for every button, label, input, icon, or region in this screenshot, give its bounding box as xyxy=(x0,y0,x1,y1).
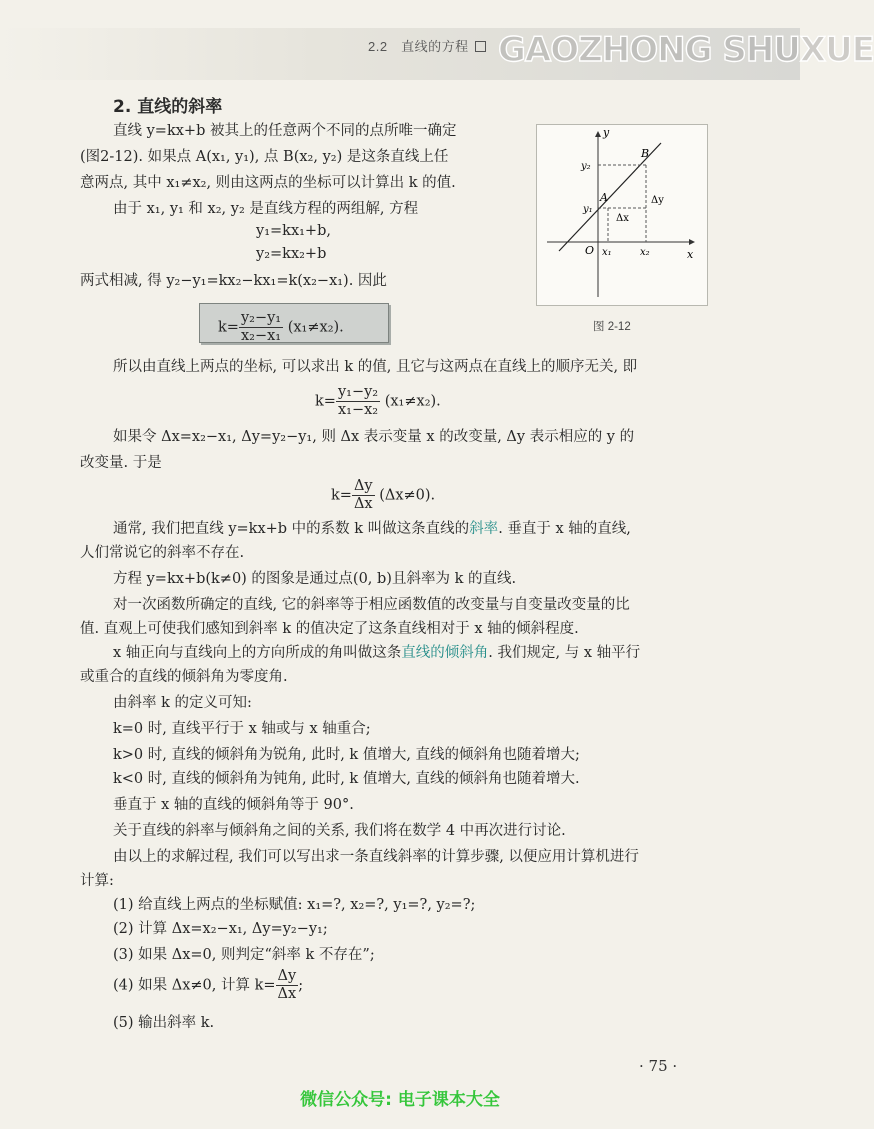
eq4-k: k= xyxy=(331,487,352,504)
label-x1: x₁ xyxy=(602,247,612,258)
para-9-line-2: 或重合的直线的倾斜角为零度角. xyxy=(80,669,288,685)
para-6-line-2: 人们常说它的斜率不存在. xyxy=(80,545,245,561)
header-square-icon xyxy=(475,41,486,52)
watermark-text: 微信公众号: 电子课本大全 xyxy=(300,1090,500,1110)
running-header-label: 2.2 直线的方程 xyxy=(368,39,469,54)
term-inclination-angle: 直线的倾斜角 xyxy=(401,645,489,661)
para-8-line-1: 对一次函数所确定的直线, 它的斜率等于相应函数值的改变量与自变量改变量的比 xyxy=(113,597,630,613)
boxed-formula-denominator: x₂−x₁ xyxy=(240,328,282,344)
para-16-line-2: 计算: xyxy=(80,873,114,889)
eq3-condition: (x₁≠x₂). xyxy=(384,393,441,410)
eq4-condition: (Δx≠0). xyxy=(379,487,436,504)
para-1-line-2: (图2-12). 如果点 A(x₁, y₁), 点 B(x₂, y₂) 是这条直线上任 xyxy=(80,149,449,165)
eq4-denominator: Δx xyxy=(353,496,373,512)
step-4 xyxy=(113,968,303,1003)
step-4-numerator: Δy xyxy=(277,968,297,984)
x-axis-arrow-icon xyxy=(689,239,695,245)
label-point-b: B xyxy=(641,147,650,160)
figure-2-12 xyxy=(536,124,708,306)
para-6-line-1 xyxy=(113,516,631,542)
para-8-line-2: 值. 直观上可使我们感知到斜率 k 的值决定了这条直线相对于 x 轴的倾斜程度. xyxy=(80,621,579,637)
boxed-formula-fraction xyxy=(239,310,283,345)
eq4-numerator: Δy xyxy=(353,478,373,494)
boxed-formula xyxy=(218,310,344,345)
label-y2: y₂ xyxy=(581,161,591,172)
para-9-text-a: x 轴正向与直线向上的方向所成的角叫做这条 xyxy=(113,645,402,661)
para-12: k>0 时, 直线的倾斜角为锐角, 此时, k 值增大, 直线的倾斜角也随着增大; xyxy=(113,747,580,763)
header-wordmark: GAOZHONG SHUXUE xyxy=(498,30,874,70)
eq3-fraction xyxy=(336,384,380,419)
step-1: (1) 给直线上两点的坐标赋值: x₁=?, x₂=?, y₁=?, y₂=?; xyxy=(113,897,476,913)
figure-line-diagram xyxy=(537,125,707,305)
step-2: (2) 计算 Δx=x₂−x₁, Δy=y₂−y₁; xyxy=(113,921,328,937)
para-15: 关于直线的斜率与倾斜角之间的关系, 我们将在数学 4 中再次进行讨论. xyxy=(113,823,566,839)
page-number: · 75 · xyxy=(639,1057,678,1075)
boxed-formula-condition: (x₁≠x₂). xyxy=(287,319,344,336)
eq4-fraction xyxy=(352,478,375,513)
para-5-line-1: 如果令 Δx=x₂−x₁, Δy=y₂−y₁, 则 Δx 表示变量 x 的改变量, Δy 表示相应的 y 的 xyxy=(113,429,635,445)
equation-3 xyxy=(315,384,441,419)
para-10: 由斜率 k 的定义可知: xyxy=(113,695,252,711)
label-point-a: A xyxy=(600,191,608,204)
boxed-formula-k: k= xyxy=(218,319,239,336)
step-4-denominator: Δx xyxy=(277,986,297,1002)
para-6-text-a: 通常, 我们把直线 y=kx+b 中的系数 k 叫做这条直线的 xyxy=(113,521,470,537)
para-7: 方程 y=kx+b(k≠0) 的图象是通过点(0, b)且斜率为 k 的直线. xyxy=(113,571,517,587)
para-9-text-b: . 我们规定, 与 x 轴平行 xyxy=(488,645,641,661)
label-origin: O xyxy=(585,244,595,257)
para-11: k=0 时, 直线平行于 x 轴或与 x 轴重合; xyxy=(113,721,371,737)
para-14: 垂直于 x 轴的直线的倾斜角等于 90°. xyxy=(113,797,354,813)
equation-2: y₂=kx₂+b xyxy=(256,246,327,262)
step-3: (3) 如果 Δx=0, 则判定“斜率 k 不存在”; xyxy=(113,947,375,963)
para-13: k<0 时, 直线的倾斜角为钝角, 此时, k 值增大, 直线的倾斜角也随着增大. xyxy=(113,771,580,787)
para-1-line-3: 意两点, 其中 x₁≠x₂, 则由这两点的坐标可以计算出 k 的值. xyxy=(80,175,456,191)
highlighted-formula-box xyxy=(199,303,389,343)
step-4-end: ; xyxy=(298,977,304,994)
step-4-fraction xyxy=(276,968,299,1003)
step-5: (5) 输出斜率 k. xyxy=(113,1015,215,1031)
eq3-denominator: x₁−x₂ xyxy=(337,402,379,418)
para-3: 两式相减, 得 y₂−y₁=kx₂−kx₁=k(x₂−x₁). 因此 xyxy=(80,273,387,289)
equation-4 xyxy=(331,478,435,513)
para-1-line-1: 直线 y=kx+b 被其上的任意两个不同的点所唯一确定 xyxy=(113,123,457,139)
para-5-line-2: 改变量. 于是 xyxy=(80,455,162,471)
label-x2: x₂ xyxy=(640,247,650,258)
running-header xyxy=(368,36,486,55)
label-delta-x: Δx xyxy=(616,213,629,224)
para-16-line-1: 由以上的求解过程, 我们可以写出求一条直线斜率的计算步骤, 以便应用计算机进行 xyxy=(113,849,639,865)
para-2-line-1: 由于 x₁, y₁ 和 x₂, y₂ 是直线方程的两组解, 方程 xyxy=(113,201,419,217)
figure-caption: 图 2-12 xyxy=(593,321,631,333)
para-9-line-1 xyxy=(113,640,640,666)
para-6-text-b: . 垂直于 x 轴的直线, xyxy=(498,521,631,537)
step-4-text: (4) 如果 Δx≠0, 计算 k= xyxy=(113,977,276,994)
label-x-axis: x xyxy=(687,248,694,261)
label-delta-y: Δy xyxy=(651,195,664,206)
label-y-axis: y xyxy=(603,126,610,139)
y-axis-arrow-icon xyxy=(595,131,601,137)
para-4: 所以由直线上两点的坐标, 可以求出 k 的值, 且它与这两点在直线上的顺序无关, 即 xyxy=(113,359,638,375)
eq3-numerator: y₁−y₂ xyxy=(337,384,379,400)
section-title: 2. 直线的斜率 xyxy=(113,97,223,117)
label-y1: y₁ xyxy=(583,204,593,215)
boxed-formula-numerator: y₂−y₁ xyxy=(240,310,282,326)
term-slope: 斜率 xyxy=(469,521,499,537)
eq3-k: k= xyxy=(315,393,336,410)
equation-1: y₁=kx₁+b, xyxy=(256,223,331,239)
